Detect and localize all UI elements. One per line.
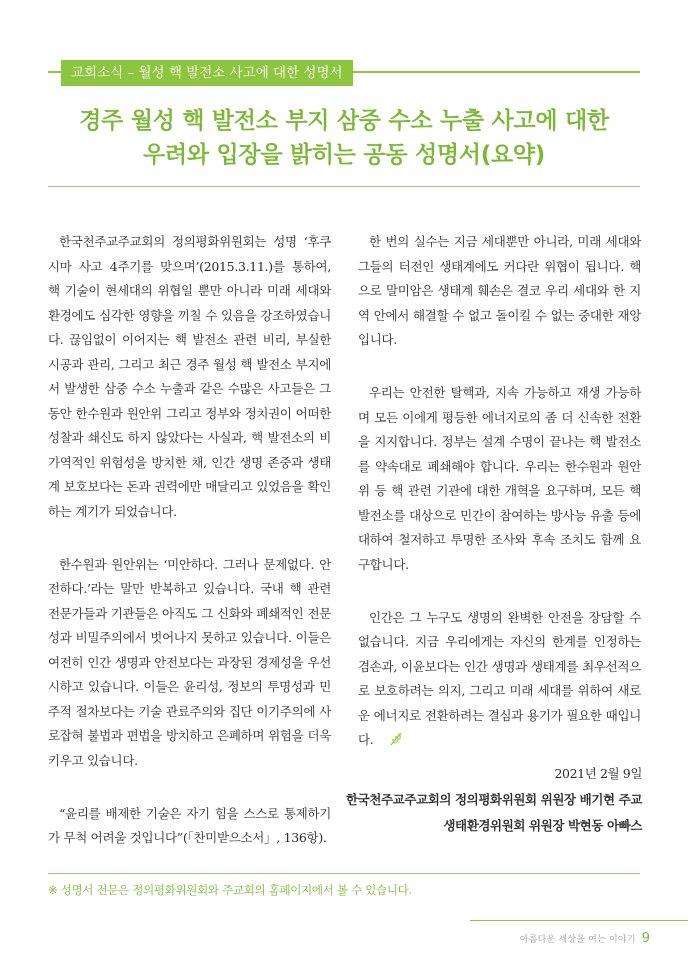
right-column [358,230,641,781]
title-line-2: 우려와 입장을 밝히는 공동 성명서(요약) [143,142,545,168]
footnote-divider [48,873,640,874]
title-divider [48,186,640,187]
closing-text: 인간은 그 누구도 생명의 완벽한 안전을 장담할 수 없습니다. 지금 우리에게는 자신의 한계를 인정하는 겸손과, 이윤보다는 인간 생명과 생태계를 최우선적으로 보호하려는 의지, 그리고 미래 세대를 위하여 새로운 에너지로 전환하려는 결심과 용기가 필요한 때입니다. [358,609,641,747]
quote-paragraph: “윤리를 배제한 기술은 자기 힘을 스스로 통제하기가 무척 어려울 것입니다”(「찬미받으소서」, 136항). [48,805,331,845]
paragraph: 한국천주교주교회의 정의평화위원회는 성명 ‘후쿠시마 사고 4주기를 맞으며’(2015.3.11.)를 통하여, 핵 기술이 현세대의 위협일 뿐만 아니라 미래 세대와 환경에도 심각한 영향을 끼칠 수 있음을 강조하였습니다. 끊임없이 이어지는 핵 발전소 관련 비리, 부실한 시공과 관리, 그리고 최근 경주 월성 핵 발전소 부지에서 발생한 삼중 수소 누출과 같은 수많은 사고들은 그동안 한수원과 원안위 그리고 정부와 정치권이 어떠한 성찰과 쇄신도 하지 않았다는 사실과, 핵 발전소의 비가역적인 위험성을 방치한 채, 인간 생명 존중과 생태계 보호보다는 돈과 권력에만 매달리고 있었음을 확인하는 계기가 되었습니다. [48,234,331,519]
leaf-icon [377,731,393,747]
page-number: 9 [641,931,650,946]
series-title: 아름다운 세상을 여는 이야기 [519,935,636,945]
title-line-1: 경주 월성 핵 발전소 부지 삼중 수소 누출 사고에 대한 [79,108,609,134]
paragraph: 한수원과 원안위는 ‘미안하다. 그러나 문제없다. 안전하다.’라는 말만 반복하고 있습니다. 국내 핵 관련 전문가들과 기관들은 아직도 그 신화와 폐쇄적인 전문성과 비밀주의에서 벗어나지 못하고 있습니다. 이들은 여전히 인간 생명과 안전보다는 과장된 경제성을 우선시하고 있습니다. 이들은 윤리성, 정보의 투명성과 민주적 절차보다는 기술 관료주의와 집단 이기주의에 사로잡혀 불법과 편법을 방치하고 은폐하며 위험을 더욱 키우고 있습니다. [48,556,331,768]
paragraph: 한 번의 실수는 지금 세대뿐만 아니라, 미래 세대와 그들의 터전인 생태계에도 커다란 위협이 됩니다. 핵으로 말미암은 생태계 훼손은 결코 우리 세대와 한 지역 안에서 해결할 수 없고 돌이킬 수 없는 중대한 재앙입니다. [358,234,641,347]
signature-block [340,761,642,839]
page-footer [480,927,650,946]
signature-line-2: 생태환경위원회 위원장 박현동 아빠스 [443,818,642,833]
footer-rule [470,920,688,921]
left-column [48,230,331,879]
signature-date: 2021년 2월 9일 [554,766,642,781]
page-title [0,104,688,172]
closing-paragraph [358,606,641,753]
signature-line-1: 한국천주교주교회의 정의평화위원회 위원장 배기현 주교 [345,792,642,807]
section-tag: 교회소식 – 월성 핵 발전소 사고에 대한 성명서 [61,60,353,86]
paragraph: 우리는 안전한 탈핵과, 지속 가능하고 재생 가능하며 모든 이에게 평등한 에너지로의 좀 더 신속한 전환을 지지합니다. 정부는 설계 수명이 끝나는 핵 발전소를 약속대로 폐쇄해야 합니다. 우리는 한수원과 원안위 등 핵 관련 기관에 대한 개혁을 요구하며, 모든 핵 발전소를 대상으로 민간이 참여하는 방사능 유출 등에 대하여 철저하고 투명한 조사와 후속 조치도 함께 요구합니다. [358,385,641,572]
footnote: ※ 성명서 전문은 정의평화위원회와 주교회의 홈페이지에서 볼 수 있습니다. [48,883,412,897]
